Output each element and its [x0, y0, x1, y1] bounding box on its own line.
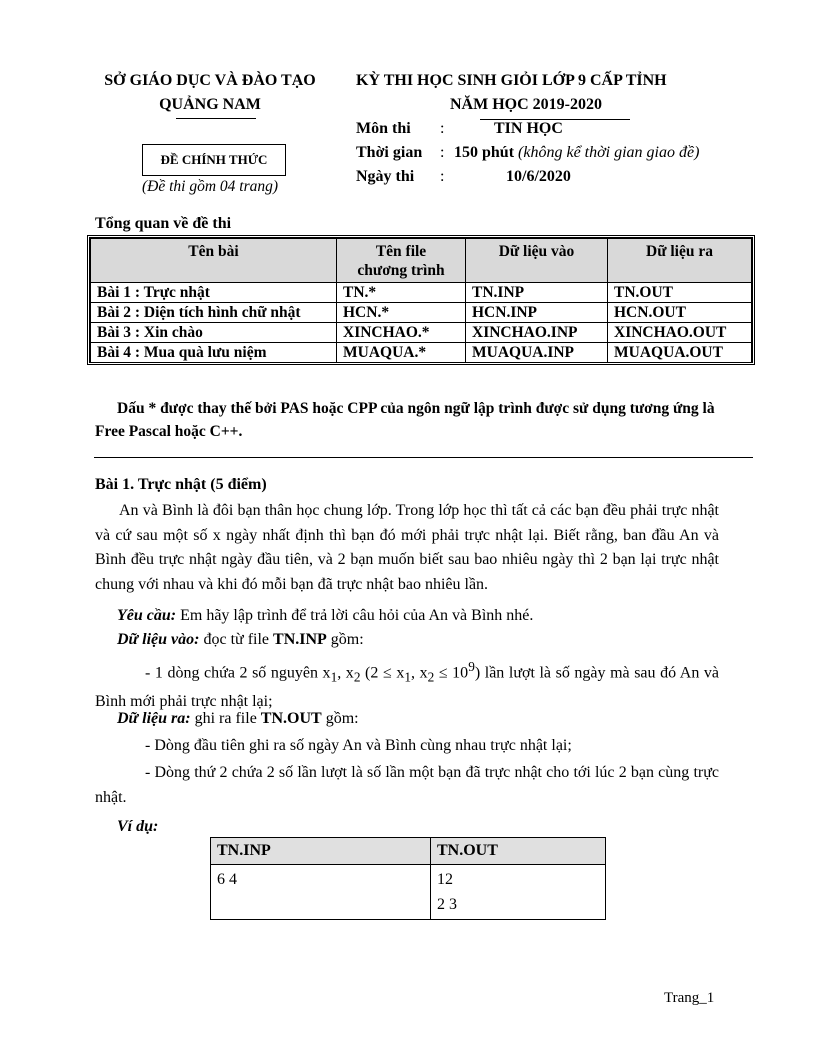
- table-row: [211, 865, 606, 920]
- time-value-line: [454, 144, 699, 162]
- requirement-label: Yêu cầu:: [117, 607, 177, 624]
- input-file: TN.INP: [466, 283, 608, 303]
- sample-input-cell: [211, 865, 431, 920]
- subscript: 2: [353, 669, 361, 685]
- time-colon: :: [440, 144, 445, 161]
- section-divider: [94, 457, 753, 458]
- output-file: TN.OUT: [608, 283, 752, 303]
- header-file-line2: chương trình: [357, 262, 445, 279]
- header-input: Dữ liệu vào: [466, 239, 608, 283]
- program-file: XINCHAO.*: [337, 323, 466, 343]
- output-file-name: TN.OUT: [260, 710, 322, 727]
- output-text-post: gồm:: [321, 710, 359, 727]
- problem-name: Bài 2 : Diện tích hình chữ nhật: [91, 303, 337, 323]
- subscript: 1: [330, 669, 338, 685]
- subject-value: TIN HỌC: [494, 120, 563, 137]
- input-text-post: gồm:: [326, 631, 364, 648]
- problem-description: An và Bình là đôi bạn thân học chung lớp. Trong lớp học thì tất cả các bạn đều phải trực nhật và cứ sau một số x ngày nhất định thì bạn đó mới phải trực nhật lại. Biết rằng, ban đầu An và Bình đều trực nhật ngày đầu tiên, và 2 bạn muốn biết sau bao nhiêu ngày thì 2 bạn lại trực nhật chung với nhau và khi đó mỗi bạn đã trực nhật bao nhiêu lần.: [95, 502, 719, 593]
- superscript: 9: [468, 659, 475, 674]
- official-exam-badge: ĐỀ CHÍNH THỨC: [142, 144, 286, 176]
- sample-output-header: TN.OUT: [431, 838, 606, 865]
- program-file: TN.*: [337, 283, 466, 303]
- output-file: XINCHAO.OUT: [608, 323, 752, 343]
- table-row: [91, 303, 752, 323]
- output-label: Dữ liệu ra:: [117, 710, 191, 727]
- input-line-mid: ≤ 10: [434, 664, 469, 682]
- overview-table: [87, 235, 755, 365]
- example-label: Ví dụ:: [117, 818, 159, 835]
- time-label: Thời gian: [356, 144, 423, 161]
- subject-label: Môn thi: [356, 120, 411, 137]
- output-text-pre: ghi ra file: [190, 710, 261, 727]
- output-spec: [117, 707, 719, 732]
- input-line-desc: [95, 655, 719, 715]
- input-file-name: TN.INP: [273, 631, 327, 648]
- output-file: HCN.OUT: [608, 303, 752, 323]
- problem-title: Bài 1. Trực nhật (5 điểm): [95, 476, 267, 493]
- header-file-line1: Tên file: [375, 243, 427, 260]
- problem-name: Bài 4 : Mua quà lưu niệm: [91, 343, 337, 363]
- date-label: Ngày thi: [356, 168, 415, 185]
- sample-output-cell: [431, 865, 606, 920]
- header-problem-name: Tên bài: [91, 239, 337, 283]
- output-file: MUAQUA.OUT: [608, 343, 752, 363]
- table-row: [91, 343, 752, 363]
- province-underline: [176, 118, 256, 119]
- subscript: 2: [427, 669, 435, 685]
- page-count-note: (Đề thi gồm 04 trang): [142, 178, 279, 195]
- time-value: 150 phút: [454, 144, 515, 161]
- date-colon: :: [440, 168, 445, 185]
- program-file: HCN.*: [337, 303, 466, 323]
- input-line-mid: (2 ≤ x: [360, 664, 405, 682]
- sample-output-line: 2 3: [437, 896, 457, 913]
- example-label-line: [117, 815, 719, 840]
- header-program-file: [337, 239, 466, 283]
- exam-title: KỲ THI HỌC SINH GIỎI LỚP 9 CẤP TỈNH: [356, 72, 667, 89]
- school-year: NĂM HỌC 2019-2020: [450, 96, 602, 113]
- requirement: [117, 604, 719, 629]
- input-line-mid: , x: [411, 664, 428, 682]
- overview-title: Tổng quan về đề thi: [95, 215, 232, 232]
- subscript: 1: [404, 669, 411, 685]
- input-spec: [117, 628, 719, 653]
- time-note: (không kể thời gian giao đề): [518, 144, 700, 161]
- input-file: MUAQUA.INP: [466, 343, 608, 363]
- input-file: XINCHAO.INP: [466, 323, 608, 343]
- sample-input-line: 6 4: [217, 871, 237, 888]
- province-name: QUẢNG NAM: [159, 96, 261, 113]
- table-row: [91, 323, 752, 343]
- input-line-post: ) lần lượt là số ngày mà sau đó An và Bình mới phải trực nhật lại;: [95, 664, 720, 711]
- date-value: 10/6/2020: [506, 168, 571, 185]
- input-text-pre: đọc từ file: [199, 631, 274, 648]
- program-file: MUAQUA.*: [337, 343, 466, 363]
- sample-table: [210, 837, 606, 920]
- input-line-mid: , x: [337, 664, 354, 682]
- output-line-1: - Dòng đầu tiên ghi ra số ngày An và Bình cùng nhau trực nhật lại;: [145, 737, 572, 754]
- language-note: Dấu * được thay thế bởi PAS hoặc CPP của ngôn ngữ lập trình được sử dụng tương ứng là Free Pascal hoặc C++.: [95, 400, 715, 440]
- input-label: Dữ liệu vào:: [117, 631, 200, 648]
- page-number: Trang_1: [664, 990, 715, 1006]
- problem-name: Bài 1 : Trực nhật: [91, 283, 337, 303]
- input-line-pre: - 1 dòng chứa 2 số nguyên x: [145, 664, 331, 682]
- table-row: [91, 283, 752, 303]
- header-output: Dữ liệu ra: [608, 239, 752, 283]
- sample-input-header: TN.INP: [211, 838, 431, 865]
- input-file: HCN.INP: [466, 303, 608, 323]
- department-name: SỞ GIÁO DỤC VÀ ĐÀO TẠO: [104, 72, 316, 89]
- subject-colon: :: [440, 120, 445, 137]
- requirement-text: Em hãy lập trình để trả lời câu hỏi của An và Bình nhé.: [176, 607, 534, 624]
- problem-name: Bài 3 : Xin chào: [91, 323, 337, 343]
- sample-output-line: 12: [437, 871, 453, 888]
- output-line-2: - Dòng thứ 2 chứa 2 số lần lượt là số lần một bạn đã trực nhật cho tới lúc 2 bạn cùng trực nhật.: [95, 764, 719, 806]
